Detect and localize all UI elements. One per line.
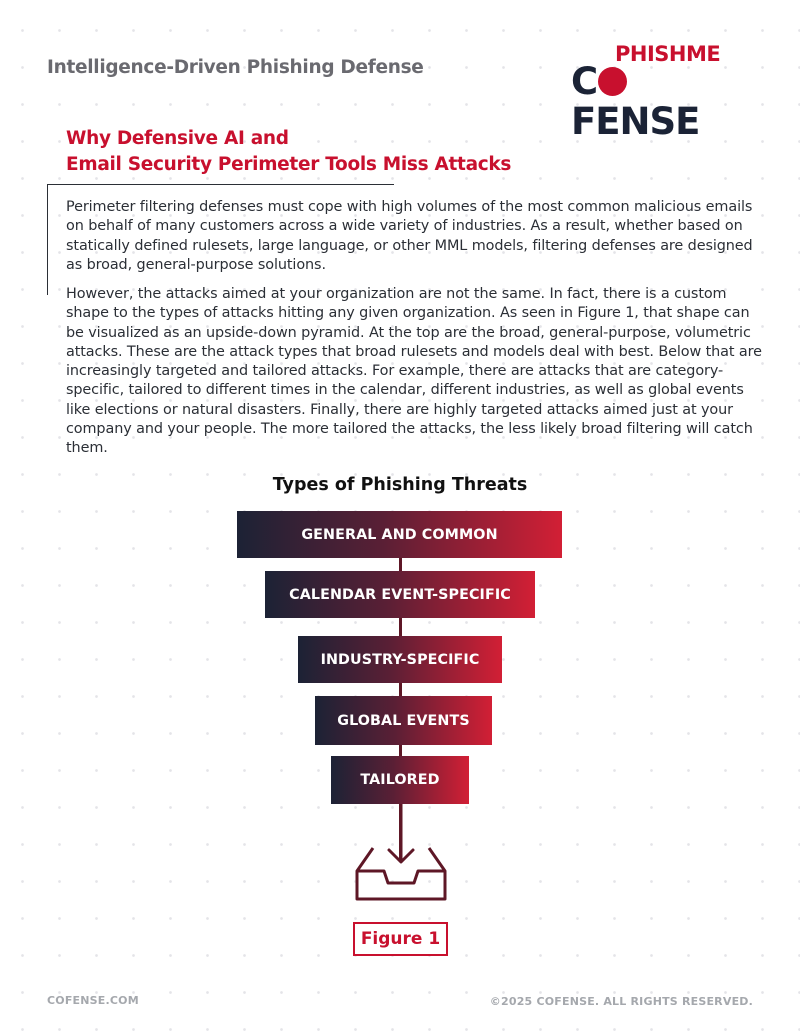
tier-industry-specific: INDUSTRY-SPECIFIC bbox=[298, 636, 502, 683]
figure-title: Types of Phishing Threats bbox=[272, 475, 528, 495]
footer-website-link[interactable]: COFENSE.COM bbox=[47, 994, 139, 1007]
footer-copyright: ©2025 COFENSE. ALL RIGHTS RESERVED. bbox=[489, 995, 753, 1008]
bracket-rule-vertical bbox=[47, 184, 48, 295]
cofense-logo bbox=[571, 42, 756, 143]
inbox-tray-icon bbox=[352, 803, 450, 905]
phishme-wordmark: PHISHME bbox=[615, 42, 721, 66]
section-title-line-1: Why Defensive AI and bbox=[66, 128, 289, 149]
cofense-wordmark-end: FENSE bbox=[571, 100, 700, 143]
cofense-wordmark bbox=[571, 62, 756, 142]
tier-global-events: GLOBAL EVENTS bbox=[315, 696, 492, 745]
tier-calendar-event-specific: CALENDAR EVENT-SPECIFIC bbox=[265, 571, 535, 618]
body-paragraph-1: Perimeter filtering defenses must cope with high volumes of the most common malicious emails on behalf of many customers across a wide variety of industries. As a result, whether based on statically defined rulesets, large language, or other MML models, filtering defenses are designed as broad, general-purpose solutions. bbox=[66, 199, 753, 273]
cofense-wordmark-start: C bbox=[571, 60, 598, 103]
section-title bbox=[66, 126, 511, 178]
body-paragraph-2: However, the attacks aimed at your organization are not the same. In fact, there is a custom shape to the types of attacks hitting any given organization. As seen in Figure 1, that shape can be visualized as an upside-down pyramid. At the top are the broad, general-purpose, volumetric attacks. These are the attack types that broad rulesets and models deal with best. Below that are increasingly targeted and tailored attacks. For example, there are attacks that are category-specific, tailored to different times in the calendar, different industries, as well as global events like elections or natural disasters. Finally, there are highly targeted attacks aimed just at your company and your people. The more tailored the attacks, the less likely broad filtering will catch them. bbox=[66, 286, 762, 457]
tier-tailored: TAILORED bbox=[331, 756, 469, 804]
tier-general-and-common: GENERAL AND COMMON bbox=[237, 511, 562, 558]
bracket-rule-horizontal bbox=[47, 184, 394, 185]
header-title: Intelligence-Driven Phishing Defense bbox=[47, 57, 424, 78]
logo-o-icon bbox=[598, 67, 627, 96]
figure-label: Figure 1 bbox=[353, 922, 448, 956]
section-title-line-2: Email Security Perimeter Tools Miss Attacks bbox=[66, 154, 512, 175]
